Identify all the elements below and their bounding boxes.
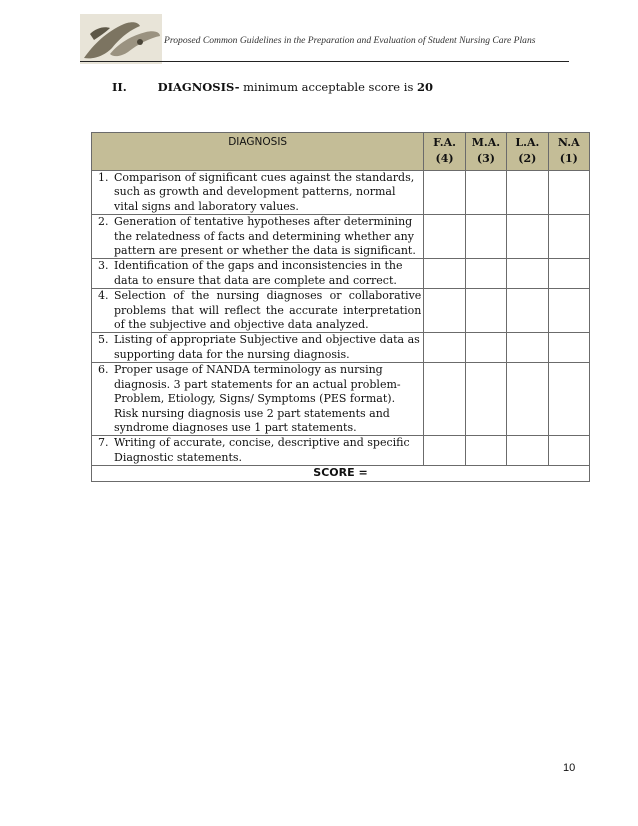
score-cell-na[interactable]	[548, 259, 589, 289]
criterion-number: 2.	[98, 215, 109, 229]
score-cell-fa[interactable]	[424, 333, 465, 363]
score-cell-fa[interactable]	[424, 436, 465, 466]
table-row	[92, 289, 590, 333]
score-cell-na[interactable]	[548, 289, 589, 333]
page-number: 10	[563, 762, 576, 774]
score-cell-la[interactable]	[507, 333, 548, 363]
column-abbr: N.A	[557, 136, 580, 149]
score-cell-la[interactable]	[507, 259, 548, 289]
score-cell-na[interactable]	[548, 436, 589, 466]
section-heading	[112, 80, 433, 94]
score-cell-la[interactable]	[507, 363, 548, 436]
section-text: minimum acceptable score is	[243, 80, 418, 94]
criterion-text: Proper usage of NANDA terminology as nursing diagnosis. 3 part statements for an actual problem- Problem, Etiology, Signs/ Symptoms (PES format). Risk nursing diagnosis use 2 part statements and syndrome diagnoses use 1 part statements.	[114, 363, 401, 434]
table-row	[92, 333, 590, 363]
criterion-text: Writing of accurate, concise, descriptive and specific Diagnostic statements.	[114, 436, 410, 464]
column-points: (3)	[476, 152, 495, 165]
score-total-row	[92, 466, 590, 481]
column-abbr: M.A.	[471, 136, 501, 149]
column-header-ma	[465, 133, 506, 171]
column-abbr: F.A.	[433, 136, 456, 149]
criterion-number: 7.	[98, 436, 109, 450]
score-cell-la[interactable]	[507, 171, 548, 215]
criterion-text: Identification of the gaps and inconsistencies in the data to ensure that data are complete and correct.	[114, 259, 403, 287]
score-cell-na[interactable]	[548, 171, 589, 215]
score-cell-na[interactable]	[548, 363, 589, 436]
criterion-number: 4.	[98, 289, 109, 303]
column-header-fa	[424, 133, 465, 171]
score-cell-ma[interactable]	[465, 259, 506, 289]
criterion-number: 3.	[98, 259, 109, 273]
score-cell-ma[interactable]	[465, 363, 506, 436]
criterion-cell	[92, 436, 424, 466]
score-cell-fa[interactable]	[424, 171, 465, 215]
criterion-number: 5.	[98, 333, 109, 347]
section-min-score: 20	[417, 80, 434, 94]
score-cell-la[interactable]	[507, 215, 548, 259]
criterion-cell	[92, 215, 424, 259]
score-cell-ma[interactable]	[465, 436, 506, 466]
criterion-cell	[92, 171, 424, 215]
score-cell-fa[interactable]	[424, 289, 465, 333]
score-cell-fa[interactable]	[424, 363, 465, 436]
criterion-cell	[92, 259, 424, 289]
table-row	[92, 259, 590, 289]
table-row	[92, 436, 590, 466]
score-cell-ma[interactable]	[465, 333, 506, 363]
header-logo	[80, 14, 162, 64]
table-row	[92, 215, 590, 259]
score-total-label: SCORE =	[313, 466, 368, 480]
column-points: (4)	[435, 152, 454, 165]
criterion-text: Selection of the nursing diagnoses or collaborative problems that will reflect the accurate interpretation of the subjective and objective data analyzed.	[114, 289, 422, 332]
column-points: (2)	[518, 152, 537, 165]
section-number: II.	[112, 80, 127, 94]
criterion-number: 6.	[98, 363, 109, 377]
score-cell-ma[interactable]	[465, 171, 506, 215]
score-cell-ma[interactable]	[465, 289, 506, 333]
column-abbr: L.A.	[515, 136, 540, 149]
score-total-cell	[92, 466, 590, 481]
column-header-na	[548, 133, 589, 171]
criterion-number: 1.	[98, 171, 109, 184]
criterion-cell	[92, 289, 424, 333]
score-cell-la[interactable]	[507, 436, 548, 466]
criterion-text: Generation of tentative hypotheses after determining the relatedness of facts and determining whether any pattern are present or whether the data is significant.	[114, 215, 416, 258]
column-header-la	[507, 133, 548, 171]
table-row	[92, 171, 590, 215]
diagnosis-rubric-table	[91, 132, 590, 482]
table-row	[92, 363, 590, 436]
score-cell-na[interactable]	[548, 215, 589, 259]
score-cell-ma[interactable]	[465, 215, 506, 259]
score-cell-fa[interactable]	[424, 259, 465, 289]
column-header-diagnosis: DIAGNOSIS	[92, 133, 424, 171]
column-points: (1)	[559, 152, 578, 165]
score-cell-na[interactable]	[548, 333, 589, 363]
header-title: Proposed Common Guidelines in the Preparation and Evaluation of Student Nursing Care Plans	[164, 35, 536, 46]
score-cell-fa[interactable]	[424, 215, 465, 259]
score-cell-la[interactable]	[507, 289, 548, 333]
criterion-cell	[92, 333, 424, 363]
header-divider	[80, 61, 569, 62]
table-header-row	[92, 133, 590, 171]
section-label: DIAGNOSIS-	[157, 80, 240, 94]
criterion-cell	[92, 363, 424, 436]
criterion-text: Listing of appropriate Subjective and objective data as supporting data for the nursing diagnosis.	[114, 333, 420, 361]
criterion-text: Comparison of significant cues against the standards, such as growth and development patterns, normal vital signs and laboratory values.	[114, 171, 415, 213]
